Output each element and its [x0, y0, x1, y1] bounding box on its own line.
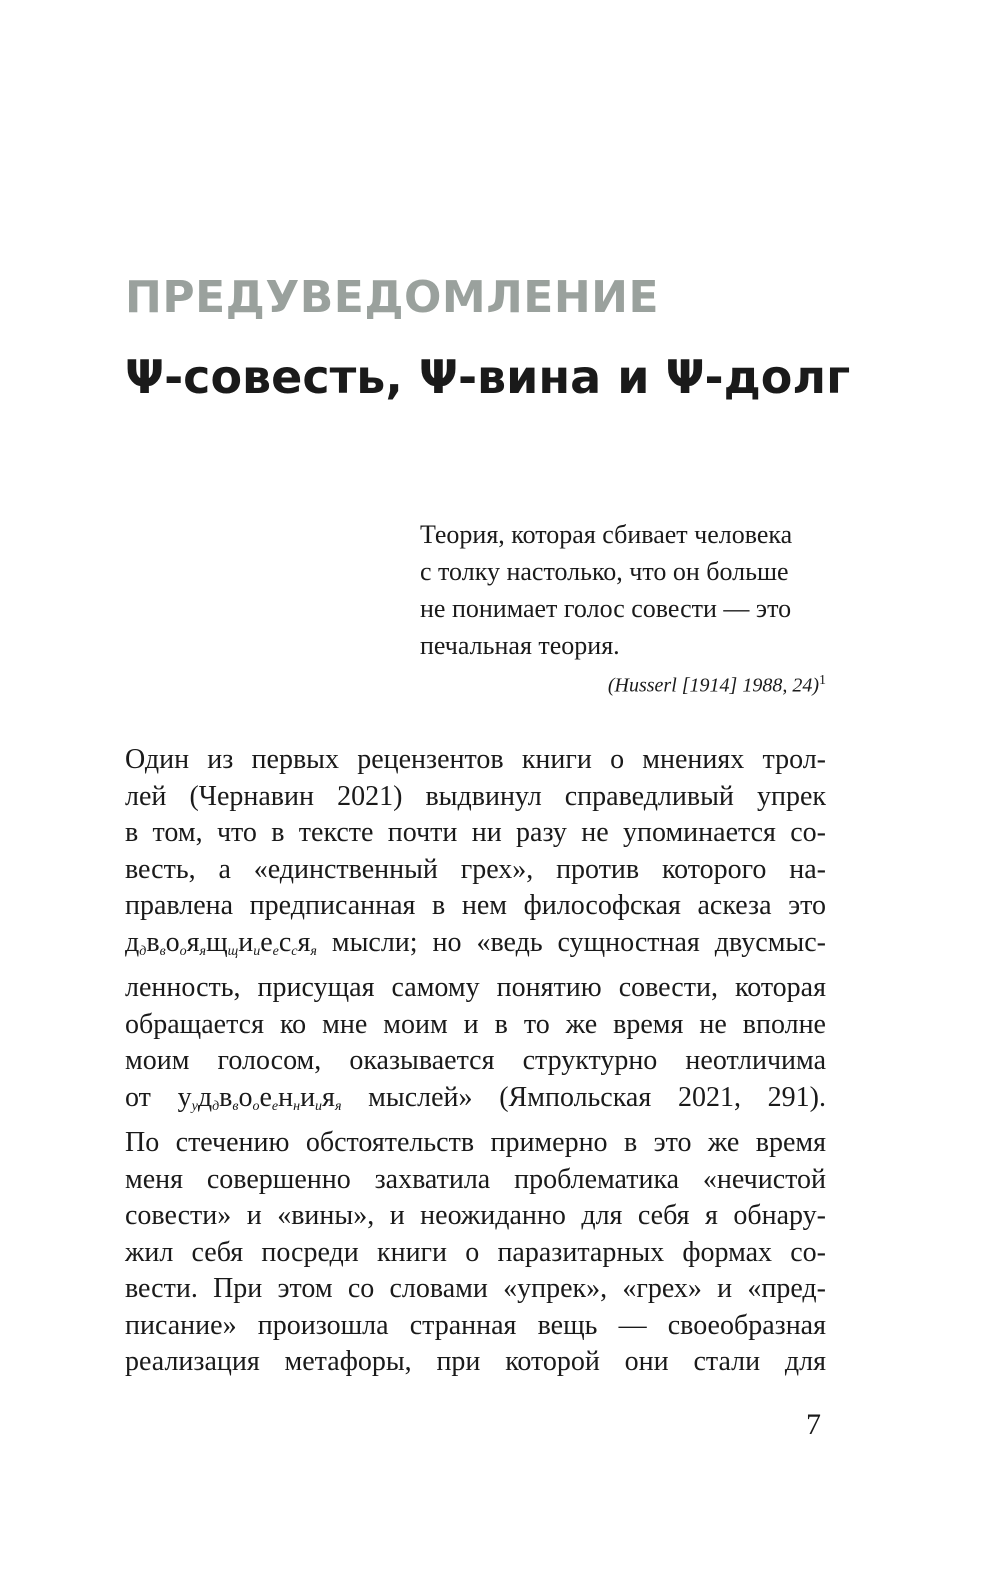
scrambled-letter: н [278, 1081, 294, 1113]
scrambled-subscript: е [272, 943, 279, 959]
body-line: весть, а «единственный грех», против которого на- [125, 853, 826, 885]
body-line-rest: мыслей» (Ямпольская 2021, 291). [341, 1081, 826, 1113]
body-line: вести. При этом со словами «упрек», «грех» и «пред- [125, 1273, 826, 1304]
scrambled-subscript: я [310, 943, 317, 959]
epigraph-line: Теория, которая сбивает человека [420, 520, 793, 549]
section-kicker: ПРЕДУВЕДОМЛЕНИЕ [125, 272, 660, 323]
scrambled-letter: я [186, 926, 200, 958]
scrambled-subscript: в [159, 943, 166, 959]
epigraph-line: не понимает голос совести — это [420, 594, 792, 623]
epigraph-line: с толку настолько, что он больше [420, 557, 789, 586]
scrambled-letter: е [260, 926, 273, 958]
scrambled-subscript: о [179, 943, 187, 959]
scrambled-letter: е [259, 1081, 272, 1113]
scrambled-subscript: е [271, 1098, 279, 1114]
scrambled-letter: в [146, 926, 160, 958]
epigraph-line: печальная теория. [420, 631, 620, 660]
scrambled-subscript: я [334, 1098, 342, 1114]
body-text [125, 742, 826, 1381]
body-line: в том, что в тексте почти ни разу не упоминается со- [125, 817, 826, 848]
scrambled-subscript: с [291, 943, 298, 959]
scrambled-word [125, 927, 317, 958]
scrambled-word [178, 1082, 342, 1113]
body-line-prefix: от [125, 1081, 178, 1113]
scrambled-letter: я [297, 926, 311, 958]
scrambled-subscript: и [253, 943, 261, 959]
body-line: По стечению обстоятельств примерно в это же время [125, 1127, 826, 1158]
scrambled-letter: с [278, 926, 292, 958]
scrambled-subscript: д [139, 943, 147, 959]
scrambled-letter: и [238, 926, 254, 958]
body-line: Один из первых рецензентов книги о мнениях трол- [125, 744, 826, 775]
scrambled-letter: и [300, 1081, 316, 1113]
body-line: писание» произошла странная вещь — своеобразная [125, 1309, 826, 1341]
body-line: меня совершенно захватила проблематика «нечистой [125, 1163, 826, 1195]
body-line: лей (Чернавин 2021) выдвинул справедливый упрек [125, 780, 826, 812]
body-line: ленность, присущая самому понятию совести, которая [125, 972, 826, 1003]
body-line-scrambled-2 [125, 1080, 826, 1126]
scrambled-subscript: д [212, 1098, 220, 1114]
scrambled-letter: щ [206, 926, 228, 958]
body-line: жил себя посреди книги о паразитарных формах со- [125, 1236, 826, 1268]
page-number: 7 [806, 1408, 821, 1441]
body-line-rest: мысли; но «ведь сущностная двусмыс- [316, 926, 826, 958]
body-line: обращается ко мне моим и в то же время не вполне [125, 1008, 826, 1040]
scrambled-subscript: о [252, 1098, 260, 1114]
epigraph-citation: (Husserl [1914] 1988, 24) [607, 674, 819, 697]
scrambled-letter: д [197, 1081, 213, 1113]
body-line-scrambled-1 [125, 925, 826, 971]
footnote-mark: 1 [819, 673, 826, 688]
scrambled-letter: о [165, 926, 180, 958]
body-line: совести» и «вины», и неожиданно для себя я обнару- [125, 1200, 826, 1231]
scrambled-letter: д [125, 926, 140, 958]
body-line: реализация метафоры, при которой они стали для [125, 1346, 826, 1377]
scrambled-subscript: и [315, 1098, 323, 1114]
scrambled-subscript: в [232, 1098, 239, 1114]
scrambled-letter: я [322, 1081, 335, 1113]
epigraph-source [420, 664, 826, 703]
body-line: правлена предписанная в нем философская аскеза это [125, 890, 826, 921]
scrambled-letter: о [238, 1081, 253, 1113]
epigraph [420, 516, 826, 703]
scrambled-subscript: я [199, 943, 207, 959]
body-line: моим голосом, оказывается структурно неотличима [125, 1045, 826, 1076]
chapter-title: Ψ-совесть, Ψ-вина и Ψ-долг [125, 350, 851, 404]
scrambled-letter: у [177, 1081, 192, 1113]
scrambled-subscript: щ [227, 943, 239, 959]
scrambled-letter: в [219, 1081, 233, 1113]
scrambled-subscript: н [293, 1098, 301, 1114]
scrambled-subscript: у [191, 1098, 198, 1114]
